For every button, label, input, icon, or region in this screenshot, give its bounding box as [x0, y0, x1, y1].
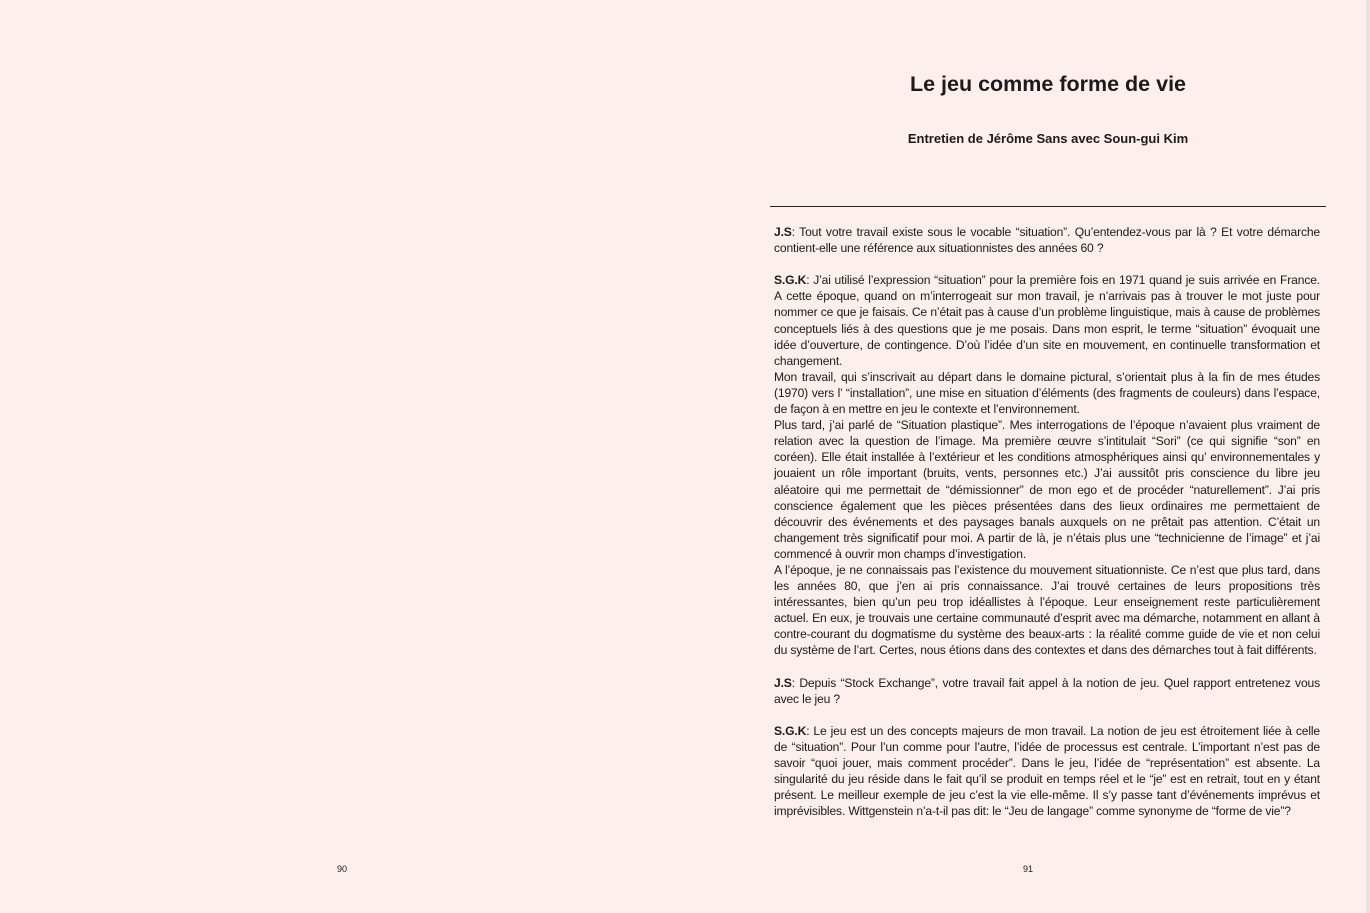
- paragraph-text: Plus tard, j’ai parlé de “Situation plastique”. Mes interrogations de l’époque n’avaient plus vraiment de relation avec la question de l’image. Ma première œuvre s’intitulait “Sori” (ce qui signifie “son” en coréen). Elle était installée à l’extérieur et les conditions atmosphériques ainsi qu’ environnementales y jouaient un rôle important (bruits, vents, personnes etc.) J’ai aussitôt pris conscience du libre jeu aléatoire qui me permettait de “démissionner” de mon ego et de procéder “naturellement”. J’ai pris conscience également que les pièces présentées dans des lieux ordinaires me permettaient de découvrir des événements et des paysages banals auxquels on ne prêtait pas attention. C’était un changement très significatif pour moi. A partir de là, je n’étais plus une “technicienne de l’image” et j’ai commencé à ouvrir mon champs d’investigation.: [774, 418, 1320, 561]
- paragraph-text: A l’époque, je ne connaissais pas l’existence du mouvement situationniste. Ce n’est que plus tard, dans les années 80, que j’en ai pris connaissance. J’ai trouvé certaines de leurs propositions très intéressantes, bien qu’un peu trop idéallistes à l’époque. Leur enseignement reste particulièrement actuel. En eux, je trouvais une certaine communauté d’esprit avec ma démarche, notamment en allant à contre-courant du dogmatisme du système des beaux-arts : la réalité comme guide de vie et non celui du système de l’art. Certes, nous étions dans des contextes et dans des démarches tout à fait différents.: [774, 562, 1320, 658]
- speaker-label: J.S: [774, 225, 792, 239]
- article-subtitle: Entretien de Jérôme Sans avec Soun-gui Kim: [907, 131, 1189, 146]
- interview-paragraph: [774, 417, 1320, 562]
- page-number-left: 90: [336, 864, 347, 874]
- interview-body: [774, 224, 1320, 819]
- article-title: Le jeu comme forme de vie: [909, 72, 1186, 96]
- paragraph-text: : J’ai utilisé l’expression “situation” pour la première fois en 1971 quand je suis arrivée en France. A cette époque, quand on m’interrogeait sur mon travail, je n’arrivais pas à trouver le mot juste pour nommer ce que je faisais. Ce n’était pas à cause d’un problème linguistique, mais à cause de problèmes conceptuels liés à des questions que je me posais. Dans mon esprit, le terme “situation” évoquait une idée d’ouverture, de contingence. D’où l’idée d’un site en mouvement, en continuelle transformation et changement.: [774, 273, 1320, 368]
- interview-turn: [774, 675, 1320, 707]
- interview-turn: [774, 272, 1320, 369]
- paragraph-text: : Tout votre travail existe sous le vocable “situation”. Qu’entendez-vous par là ? Et votre démarche contient-elle une référence aux situationnistes des années 60 ?: [774, 225, 1320, 256]
- paragraph-text: Mon travail, qui s’inscrivait au départ dans le domaine pictural, s’orientait plus à la fin de mes études (1970) vers l’ “installation”, une mise en situation d’éléments (des fragments de couleurs) dans l’espace, de façon à en mettre en jeu le contexte et l’environnement.: [774, 369, 1320, 417]
- page-edge: [1366, 0, 1370, 913]
- speaker-label: S.G.K: [774, 723, 807, 738]
- interview-turn: [774, 224, 1320, 256]
- page-number-right: 91: [1022, 864, 1033, 874]
- interview-paragraph: [774, 562, 1320, 659]
- paragraph-text: : Depuis “Stock Exchange”, votre travail fait appel à la notion de jeu. Quel rapport entretenez vous avec le jeu ?: [774, 675, 1320, 706]
- paragraph-text: : Le jeu est un des concepts majeurs de mon travail. La notion de jeu est étroitement liée à celle de “situation”. Pour l’un comme pour l’autre, l’idée de processus est centrale. L’important n’est pas de savoir “quoi jouer, mais comment procéder”. Dans le jeu, l’idée de “représentation” est absente. La singularité du jeu réside dans le fait qu’il se produit en temps réel et le “je” est en retrait, tout en y étant présent. Le meilleur exemple de jeu c’est la vie elle-même. Il s’y passe tant d’événements imprévus et imprévisibles. Wittgenstein n’a-t-il pas dit: le “Jeu de langage” comme synonyme de “forme de vie”?: [774, 723, 1320, 819]
- interview-paragraph: [774, 369, 1320, 417]
- divider-rule: [770, 206, 1326, 207]
- speaker-label: J.S: [774, 675, 792, 690]
- interview-turn: [774, 723, 1320, 820]
- speaker-label: S.G.K: [774, 273, 807, 288]
